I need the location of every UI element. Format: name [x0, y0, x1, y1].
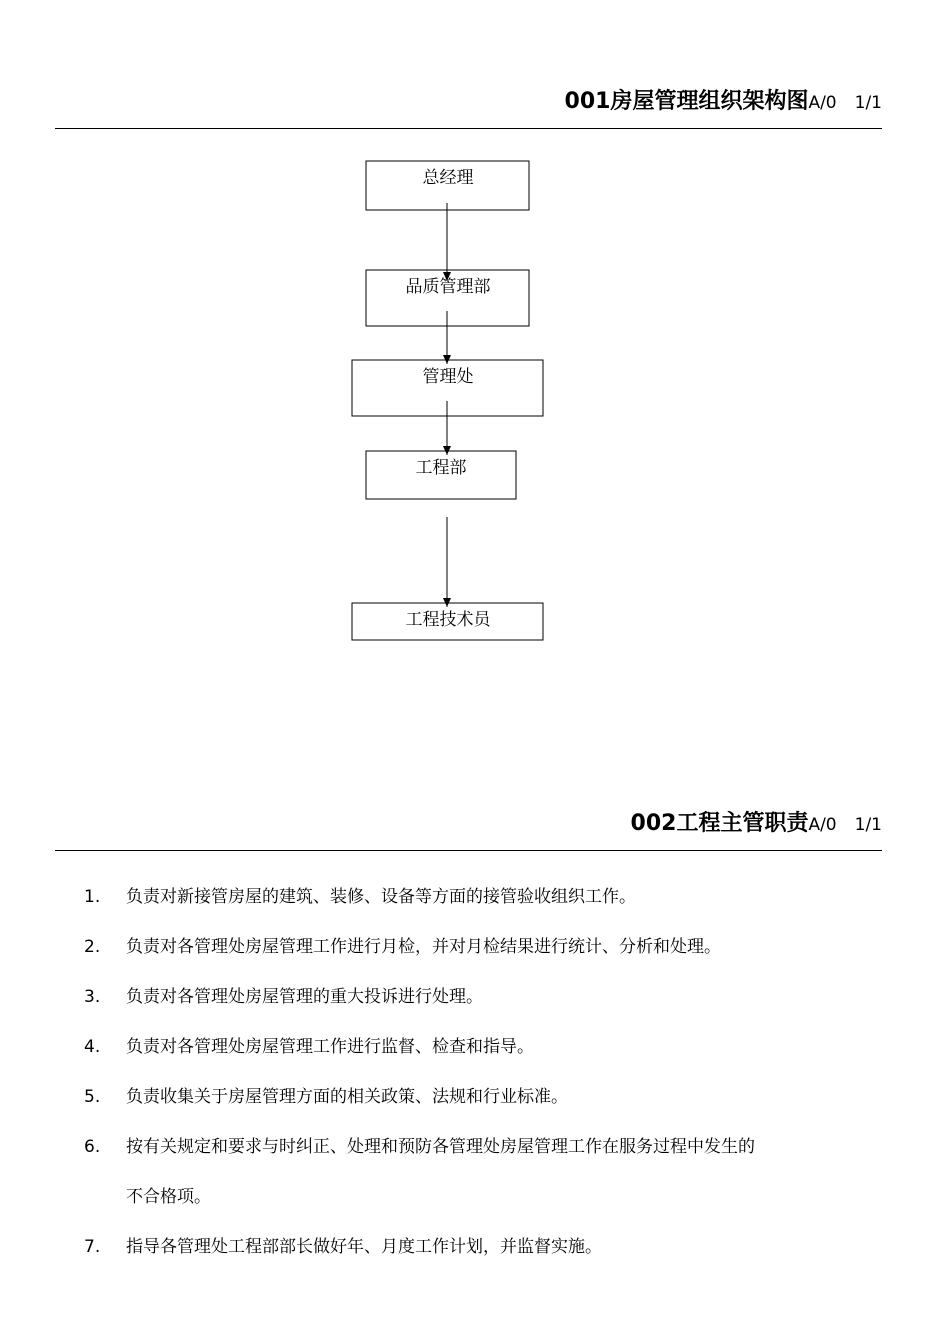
- section-revision: A/0: [808, 815, 837, 835]
- section-page: 1/1: [854, 93, 882, 113]
- duty-text: 按有关规定和要求与时纠正、处理和预防各管理处房屋管理工作在服务过程中发生的: [126, 1137, 755, 1157]
- duty-text: 负责对新接管房屋的建筑、装修、设备等方面的接管验收组织工作。: [126, 887, 636, 907]
- duty-number: 4.: [84, 1037, 101, 1057]
- section-revision: A/0: [808, 93, 837, 113]
- duty-number: 7.: [84, 1237, 101, 1257]
- org-node-label: 工程技术员: [405, 610, 491, 630]
- duty-number: 3.: [84, 987, 101, 1007]
- org-node-label: 品质管理部: [405, 277, 491, 297]
- org-node-general-manager: [366, 161, 529, 210]
- duty-text: 负责收集关于房屋管理方面的相关政策、法规和行业标准。: [126, 1087, 568, 1107]
- duty-number: 6.: [84, 1137, 101, 1157]
- org-node-engineering-dept: [366, 451, 516, 499]
- org-node-label: 工程部: [415, 458, 467, 478]
- duty-text: 不合格项。: [126, 1187, 211, 1207]
- org-node-label: 管理处: [422, 367, 474, 387]
- section-page: 1/1: [854, 815, 882, 835]
- duty-number: 1.: [84, 887, 101, 907]
- duty-text: 指导各管理处工程部部长做好年、月度工作计划，并监督实施。: [126, 1237, 602, 1257]
- duty-number: 2.: [84, 937, 101, 957]
- section-title: 001房屋管理组织架构图: [564, 89, 809, 114]
- duty-number: 5.: [84, 1087, 101, 1107]
- org-node-label: 总经理: [422, 168, 474, 188]
- org-node-engineering-technician: [352, 603, 543, 640]
- duty-text: 负责对各管理处房屋管理工作进行监督、检查和指导。: [126, 1037, 534, 1057]
- section-title: 002工程主管职责: [630, 811, 809, 836]
- duty-text: 负责对各管理处房屋管理的重大投诉进行处理。: [126, 987, 483, 1007]
- section-header-duties: [55, 806, 882, 851]
- duty-text: 负责对各管理处房屋管理工作进行月检，并对月检结果进行统计、分析和处理。: [126, 937, 721, 957]
